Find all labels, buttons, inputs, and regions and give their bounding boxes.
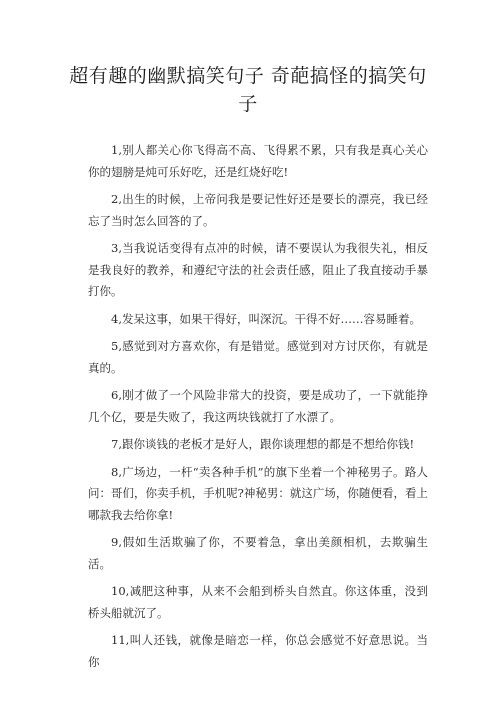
document-body xyxy=(88,140,428,679)
paragraph-10: 10,减肥这种事，从来不会船到桥头自然直。你这体重，没到桥头船就沉了。 xyxy=(88,584,428,620)
paragraph-2: 2,出生的时候，上帝问我是要记性好还是要长的漂亮，我已经忘了当时怎么回答的了。 xyxy=(88,192,428,228)
page-title: 超有趣的幽默搞笑句子 奇葩搞怪的搞笑句子 xyxy=(69,65,427,115)
paragraph-11: 11,叫人还钱，就像是暗恋一样，你总会感觉不好意思说。当你 xyxy=(88,633,428,669)
paragraph-7: 7,跟你谈钱的老板才是好人，跟你谈理想的都是不想给你钱! xyxy=(111,437,415,451)
paragraph-5: 5,感觉到对方喜欢你，有是错觉。感觉到对方讨厌你，有就是真的。 xyxy=(88,339,428,375)
paragraph-3: 3,当我说话变得有点冲的时候，请不要误认为我很失礼，相反是我良好的教养，和遵纪守法的社会责任感，阻止了我直接动手暴打你。 xyxy=(88,241,428,298)
paragraph-6: 6,刚才做了一个风险非常大的投资，要是成功了，一下就能挣几个亿，要是失败了，我这两块钱就打了水漂了。 xyxy=(88,388,428,424)
paragraph-9: 9,假如生活欺骗了你，不要着急，拿出美颜相机，去欺骗生活。 xyxy=(88,535,428,571)
paragraph-4: 4,发呆这事，如果干得好，叫深沉。干得不好……容易睡着。 xyxy=(111,311,421,326)
paragraph-8: 8,广场边，一杆“卖各种手机”的旗下坐着一个神秘男子。路人问：哥们，你卖手机，手机呢?神秘男：就这广场，你随便看，看上哪款我去给你拿! xyxy=(88,464,428,522)
paragraph-1: 1,别人都关心你飞得高不高、飞得累不累，只有我是真心关心你的翅膀是炖可乐好吃，还是红烧好吃! xyxy=(88,143,428,179)
